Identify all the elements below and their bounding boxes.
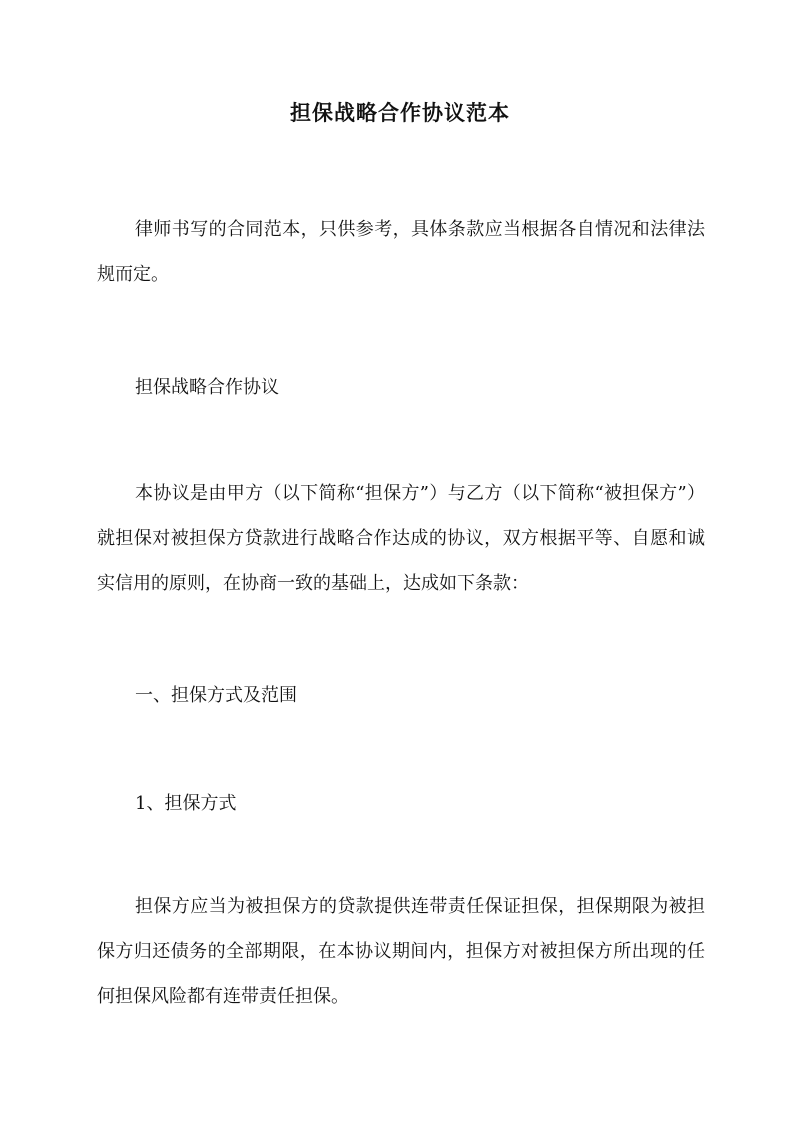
guarantee-method-paragraph: 担保方应当为被担保方的贷款提供连带责任保证担保，担保期限为被担保方归还债务的全部期限，在本协议期间内，担保方对被担保方所出现的任何担保风险都有连带责任担保。 — [97, 896, 705, 1007]
document-title: 担保战略合作协议范本 — [290, 100, 510, 125]
preamble-paragraph: 本协议是由甲方（以下简称“担保方”）与乙方（以下简称“被担保方”）就担保对被担保方贷款进行战略合作达成的协议，双方根据平等、自愿和诚实信用的原则，在协商一致的基础上，达成如下条款： — [97, 483, 705, 594]
section-heading-guarantee-scope: 一、担保方式及范围 — [135, 685, 297, 706]
agreement-heading: 担保战略合作协议 — [135, 377, 279, 398]
subsection-heading-guarantee-method: 1、担保方式 — [135, 793, 237, 814]
disclaimer-paragraph: 律师书写的合同范本，只供参考，具体条款应当根据各自情况和法律法规而定。 — [97, 219, 705, 285]
